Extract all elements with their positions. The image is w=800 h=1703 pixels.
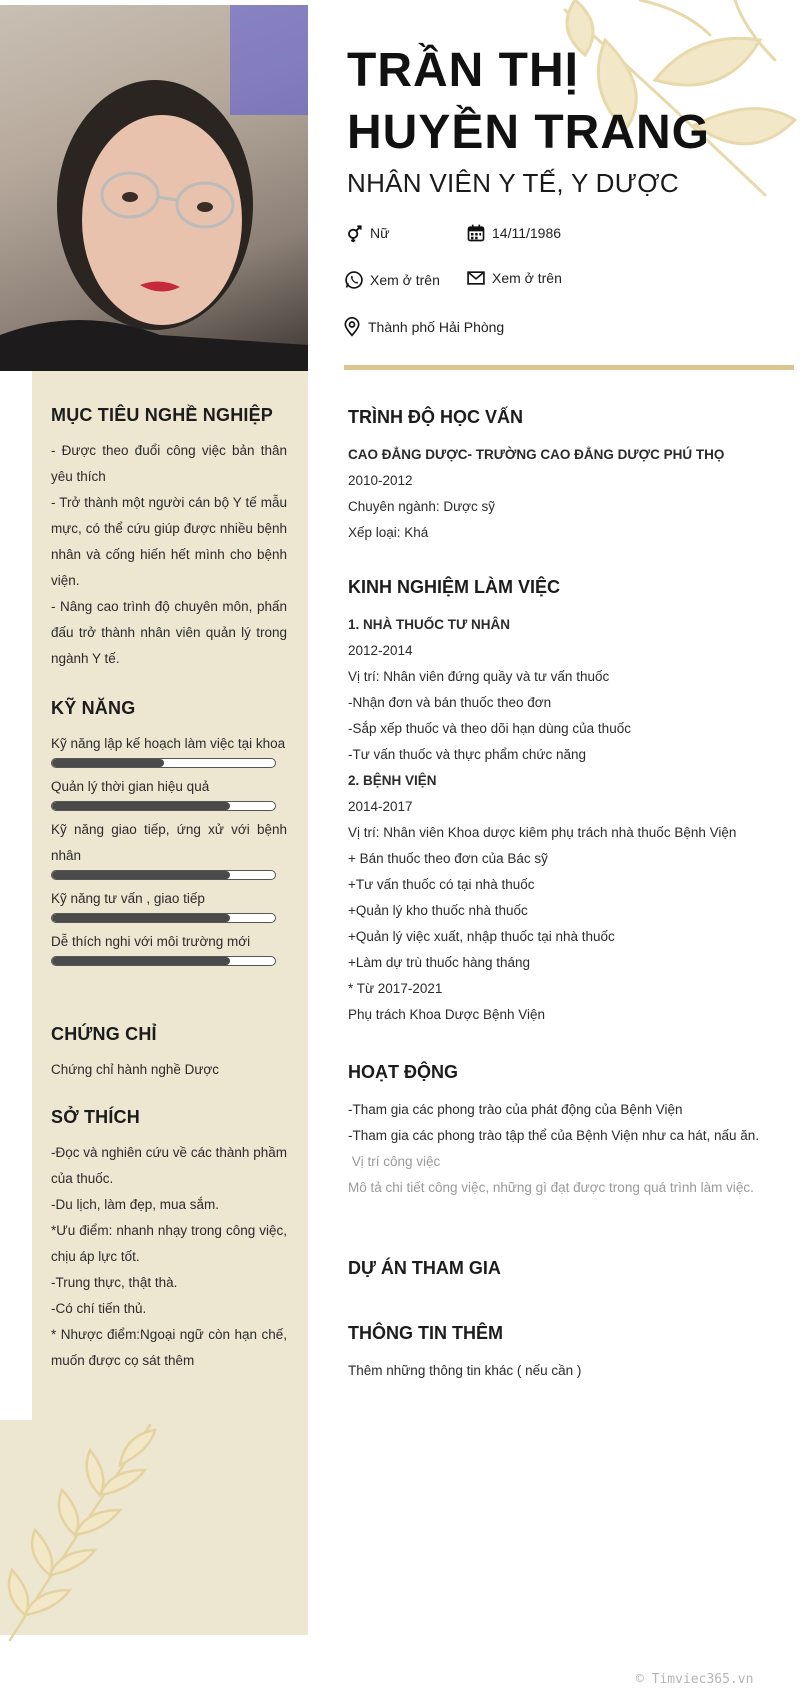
name-line-2: HUYỀN TRANG bbox=[347, 106, 711, 159]
job-line: * Từ 2017-2021 bbox=[348, 981, 443, 996]
education-section bbox=[348, 407, 788, 546]
watermark-footer: © Timviec365.vn bbox=[636, 1672, 754, 1687]
skill-bar-fill bbox=[52, 914, 230, 922]
experience-text bbox=[348, 612, 788, 1028]
activities-section bbox=[348, 1062, 798, 1201]
skill-item bbox=[51, 731, 287, 768]
leaf-decoration-icon bbox=[0, 1420, 160, 1645]
skill-bar bbox=[51, 913, 276, 923]
activity-position-placeholder: Vị trí công việc bbox=[348, 1154, 441, 1169]
email-info bbox=[466, 268, 562, 288]
hobbies-text bbox=[51, 1140, 287, 1374]
skill-label: Kỹ năng lập kế hoạch làm việc tại khoa bbox=[51, 736, 286, 751]
gender-info bbox=[344, 223, 389, 243]
education-major: Chuyên ngành: Dược sỹ bbox=[348, 499, 495, 514]
skill-bar-fill bbox=[52, 759, 164, 767]
skill-bar bbox=[51, 801, 276, 811]
certificates-text: Chứng chỉ hành nghề Dược bbox=[51, 1062, 220, 1077]
skill-bar bbox=[51, 870, 276, 880]
hobby-line: -Có chí tiến thủ. bbox=[51, 1301, 147, 1316]
birthday-text: 14/11/1986 bbox=[492, 225, 562, 241]
job-line: +Tư vấn thuốc có tại nhà thuốc bbox=[348, 877, 535, 892]
education-grade: Xếp loại: Khá bbox=[348, 525, 429, 540]
certificates-title: CHỨNG CHỈ bbox=[51, 1024, 157, 1044]
job-years: 2014-2017 bbox=[348, 799, 413, 814]
job-line: -Tư vấn thuốc và thực phẩm chức năng bbox=[348, 747, 586, 762]
calendar-icon bbox=[466, 223, 486, 243]
objective-line: - Được theo đuổi công việc bản thân yêu thích bbox=[51, 443, 287, 484]
skill-label: Kỹ năng giao tiếp, ứng xử với bệnh nhân bbox=[51, 822, 287, 863]
certificates-section bbox=[51, 1024, 287, 1083]
gender-icon bbox=[344, 223, 364, 243]
skills-list bbox=[51, 731, 287, 966]
address-text: Thành phố Hải Phòng bbox=[368, 319, 505, 335]
portrait-icon bbox=[0, 5, 308, 371]
gender-text: Nữ bbox=[370, 225, 390, 241]
job-line: Vị trí: Nhân viên đứng quầy và tư vấn thuốc bbox=[348, 669, 610, 684]
education-text bbox=[348, 442, 788, 546]
hobby-line: * Nhược điểm:Ngoại ngữ còn hạn chế, muốn được cọ sát thêm bbox=[51, 1327, 287, 1368]
education-years: 2010-2012 bbox=[348, 473, 413, 488]
hobby-line: -Trung thực, thật thà. bbox=[51, 1275, 178, 1290]
activity-line: -Tham gia các phong trào tập thể của Bệnh Viện như ca hát, nấu ăn. bbox=[348, 1128, 760, 1143]
more-info-section bbox=[348, 1323, 788, 1384]
objective-text bbox=[51, 438, 287, 672]
phone-icon bbox=[344, 270, 364, 290]
activities-text bbox=[348, 1097, 798, 1201]
name-line-1: TRẦN THỊ bbox=[347, 44, 579, 97]
hobbies-section bbox=[51, 1107, 287, 1374]
skill-label: Kỹ năng tư vấn , giao tiếp bbox=[51, 891, 205, 906]
experience-section bbox=[348, 577, 788, 1028]
job-years: 2012-2014 bbox=[348, 643, 413, 658]
projects-title: DỰ ÁN THAM GIA bbox=[348, 1258, 501, 1278]
skill-item bbox=[51, 886, 287, 923]
candidate-name bbox=[347, 40, 710, 164]
job-line: -Sắp xếp thuốc và theo dõi hạn dùng của thuốc bbox=[348, 721, 631, 736]
skill-item bbox=[51, 774, 287, 811]
objective-section bbox=[51, 405, 287, 672]
location-pin-icon bbox=[342, 317, 362, 337]
skill-bar bbox=[51, 758, 276, 768]
experience-title: KINH NGHIỆM LÀM VIỆC bbox=[348, 577, 561, 597]
email-text: Xem ở trên bbox=[492, 270, 562, 286]
skill-label: Dễ thích nghi với môi trường mới bbox=[51, 934, 251, 949]
skills-title: KỸ NĂNG bbox=[51, 698, 136, 718]
skill-bar-fill bbox=[52, 957, 230, 965]
job-line: Vị trí: Nhân viên Khoa dược kiêm phụ trách nhà thuốc Bệnh Viện bbox=[348, 825, 737, 840]
job-line: + Bán thuốc theo đơn của Bác sỹ bbox=[348, 851, 548, 866]
phone-info bbox=[344, 270, 440, 290]
job-title: NHÂN VIÊN Y TẾ, Y DƯỢC bbox=[347, 168, 679, 198]
activity-description-placeholder: Mô tả chi tiết công việc, những gì đạt được trong quá trình làm việc. bbox=[348, 1180, 754, 1195]
job-line: -Nhận đơn và bán thuốc theo đơn bbox=[348, 695, 552, 710]
skills-section bbox=[51, 698, 287, 966]
more-info-text: Thêm những thông tin khác ( nếu cần ) bbox=[348, 1363, 582, 1378]
activities-title: HOẠT ĐỘNG bbox=[348, 1062, 458, 1082]
job-line: +Quản lý kho thuốc nhà thuốc bbox=[348, 903, 528, 918]
birthday-info bbox=[466, 223, 561, 243]
profile-photo bbox=[0, 5, 308, 371]
header-divider bbox=[344, 365, 794, 370]
skill-item bbox=[51, 929, 287, 966]
skill-bar-fill bbox=[52, 871, 230, 879]
objective-title: MỤC TIÊU NGHỀ NGHIỆP bbox=[51, 405, 274, 425]
education-title: TRÌNH ĐỘ HỌC VẤN bbox=[348, 407, 523, 427]
job-company: 1. NHÀ THUỐC TƯ NHÂN bbox=[348, 617, 510, 632]
address-info bbox=[342, 317, 504, 337]
skill-bar-fill bbox=[52, 802, 230, 810]
objective-line: - Trở thành một người cán bộ Y tế mẫu mực, có thể cứu giúp được nhiều bệnh nhân và cống hiến hết mình cho bệnh viện. bbox=[51, 495, 287, 588]
job-line: Phụ trách Khoa Dược Bệnh Viện bbox=[348, 1007, 546, 1022]
more-info-title: THÔNG TIN THÊM bbox=[348, 1323, 503, 1343]
hobbies-title: SỞ THÍCH bbox=[51, 1107, 140, 1127]
job-line: +Quản lý việc xuất, nhập thuốc tại nhà thuốc bbox=[348, 929, 615, 944]
hobby-line: -Đọc và nghiên cứu về các thành phầm của thuốc. bbox=[51, 1145, 287, 1186]
skill-label: Quản lý thời gian hiệu quả bbox=[51, 779, 210, 794]
hobby-line: -Du lịch, làm đẹp, mua sắm. bbox=[51, 1197, 220, 1212]
job-line: +Làm dự trù thuốc hàng tháng bbox=[348, 955, 531, 970]
phone-text: Xem ở trên bbox=[370, 272, 440, 288]
job-company: 2. BỆNH VIỆN bbox=[348, 773, 437, 788]
education-school: CAO ĐẲNG DƯỢC- TRƯỜNG CAO ĐẲNG DƯỢC PHÚ THỌ bbox=[348, 447, 725, 462]
skill-item bbox=[51, 817, 287, 880]
objective-line: - Nâng cao trình độ chuyên môn, phấn đấu trở thành nhân viên quản lý trong ngành Y tế. bbox=[51, 599, 287, 666]
activity-line: -Tham gia các phong trào của phát động của Bệnh Viện bbox=[348, 1102, 683, 1117]
mail-icon bbox=[466, 268, 486, 288]
hobby-line: *Ưu điểm: nhanh nhạy trong công việc, chịu áp lực tốt. bbox=[51, 1223, 287, 1264]
skill-bar bbox=[51, 956, 276, 966]
projects-section bbox=[348, 1258, 788, 1279]
